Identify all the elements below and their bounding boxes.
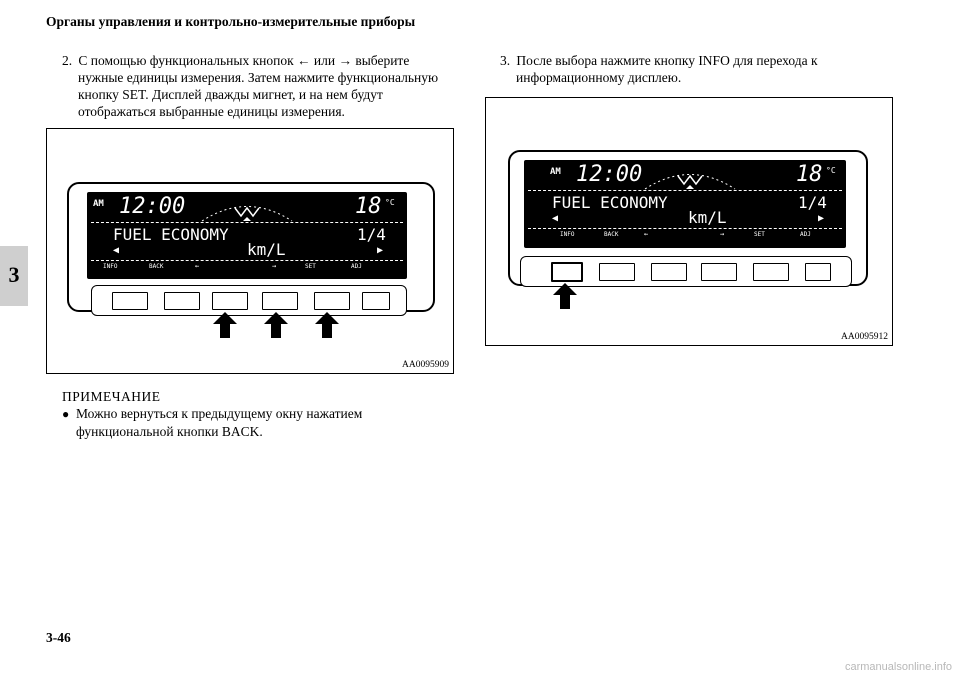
step-2-line-3: кнопку SET. Дисплей дважды мигнет, и на нем будут [78,87,383,102]
arrow-up-icon [213,312,237,338]
divider-top [91,222,403,223]
softkey-label-adj: ADJ [800,231,811,238]
softkey-label-left: ← [644,230,649,238]
note [62,388,462,440]
step-2-number: 2. [62,53,73,68]
note-heading: ПРИМЕЧАНИЕ [62,389,161,404]
figure-1-id: AA0095909 [402,360,449,370]
divider-bottom [91,260,403,261]
right-arrow-icon: ▶ [377,245,384,256]
page-number: 3-46 [46,630,71,645]
divider-bottom [528,228,842,229]
airflow-icon [640,168,740,190]
step-3-number: 3. [500,53,511,68]
note-line-2: функциональной кнопки BACK. [76,424,263,439]
softkey-5-button[interactable] [314,292,350,310]
section-tab-number: 3 [8,262,20,287]
softkey-label-set: SET [754,231,765,238]
step-3-line-2: информационному дисплею. [516,70,682,85]
step-2 [62,52,462,120]
menu-title: FUEL ECONOMY [552,193,668,212]
arrow-up-icon [553,283,577,309]
softkey-2-button[interactable] [164,292,200,310]
unit-readout: km/L [688,208,727,227]
note-line-1: Можно вернуться к предыдущему окну нажатием [76,406,363,421]
step-2-line-4: отображаться выбранные единицы измерения. [78,104,345,119]
page-indicator: 1/4 [798,193,827,212]
control-panel [508,150,868,286]
softkey-label-right: → [272,262,277,270]
softkey-labels [87,263,407,275]
airflow-icon [197,200,297,222]
softkey-1-button[interactable] [551,262,583,282]
softkey-3-button[interactable] [651,263,687,281]
page-indicator: 1/4 [357,225,386,244]
temperature-readout: 18 [355,194,382,219]
temperature-unit: °C [826,166,836,175]
softkey-label-back: BACK [149,263,164,270]
am-indicator: AM [550,167,561,177]
softkey-label-right: → [720,230,725,238]
softkey-4-button[interactable] [262,292,298,310]
arrow-up-icon [315,312,339,338]
softkey-3-button[interactable] [212,292,248,310]
softkey-label-info: INFO [560,231,575,238]
lcd-screen [524,160,846,248]
divider-top [528,190,842,191]
right-arrow-icon: ▶ [818,213,825,224]
figure-2 [485,97,893,346]
clock-readout: 12:00 [576,162,643,187]
clock-readout: 12:00 [119,194,186,219]
softkey-5-button[interactable] [753,263,789,281]
softkey-6-button[interactable] [805,263,831,281]
softkey-label-adj: ADJ [351,263,362,270]
left-arrow-icon: ◀ [113,245,120,256]
softkey-4-button[interactable] [701,263,737,281]
unit-readout: km/L [247,240,286,259]
left-arrow-icon: ◀ [552,213,559,224]
softkey-labels [524,231,846,243]
figure-1 [46,128,454,374]
note-bullet: ● [62,407,70,421]
lcd-screen [87,192,407,279]
step-2-line-1: С помощью функциональных кнопок ← или → выберите [78,53,410,68]
temperature-readout: 18 [796,162,823,187]
softkey-label-back: BACK [604,231,619,238]
softkey-1-button[interactable] [112,292,148,310]
softkey-bar [91,285,407,316]
softkey-label-set: SET [305,263,316,270]
watermark: carmanualsonline.info [844,661,952,673]
temperature-unit: °C [385,198,395,207]
softkey-2-button[interactable] [599,263,635,281]
menu-title: FUEL ECONOMY [113,225,229,244]
step-3 [500,52,900,86]
softkey-label-info: INFO [103,263,118,270]
softkey-6-button[interactable] [362,292,390,310]
arrow-up-icon [264,312,288,338]
step-3-line-1: После выбора нажмите кнопку INFO для перехода к [516,53,818,68]
step-2-line-2: нужные единицы измерения. Затем нажмите функциональную [78,70,439,85]
control-panel [67,182,435,312]
am-indicator: AM [93,199,104,209]
page-header: Органы управления и контрольно-измерительные приборы [46,14,416,29]
softkey-label-left: ← [195,262,200,270]
figure-2-id: AA0095912 [841,332,888,342]
